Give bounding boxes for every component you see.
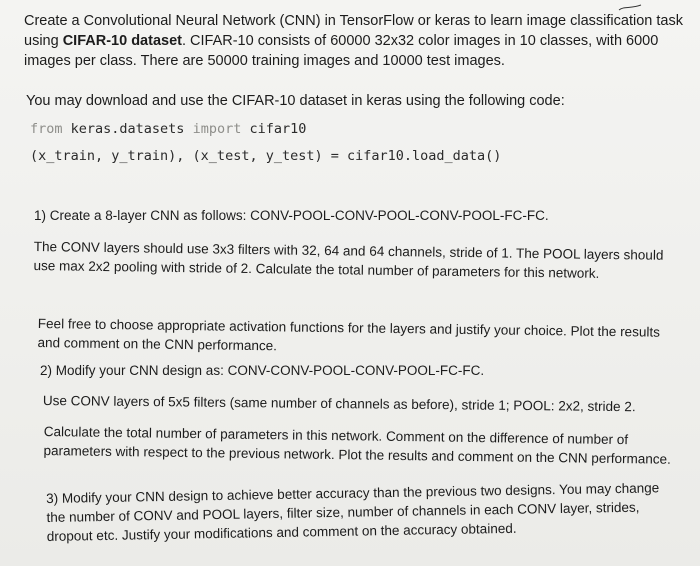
question-1-title: 1) Create a 8-layer CNN as follows: CONV-POOL-CONV-POOL-CONV-POOL-FC-FC. <box>34 208 549 223</box>
question-2-parameters: Calculate the total number of parameters in this network. Comment on the difference of number of parameters with respect to the previous network. Plot the results and comment on the CNN performance. <box>43 423 671 467</box>
download-instructions: You may download and use the CIFAR-10 dataset in keras using the following code: <box>26 93 565 109</box>
code-module: keras.datasets <box>62 121 193 137</box>
intro-paragraph <box>24 11 684 71</box>
intro-text-1: Create a Convolutional Neural Network (CNN) in TensorFlow or keras to learn image classification task using <box>24 13 683 49</box>
code-keyword-from: from <box>30 121 63 137</box>
question-3-text: 3) Modify your CNN design to achieve better accuracy than the previous two designs. You may change the number of CONV and POOL layers, filter size, number of channels in each CONV layer, strides, dropout etc. Justify your modifications and comment on the accuracy obtained. <box>46 480 660 544</box>
question-1-activation: Feel free to choose appropriate activation functions for the layers and justify your choice. Plot the results and comment on the CNN performance. <box>37 315 661 354</box>
code-keyword-import: import <box>192 121 242 137</box>
intro-text-2: . CIFAR-10 consists of 60000 32x32 color images in 10 classes, with 6000 images per class. There are 50000 training images and 10000 test images. <box>24 33 659 69</box>
question-2-details: Use CONV layers of 5x5 filters (same number of channels as before), stride 1; POOL: 2x2, stride 2. <box>42 392 636 415</box>
code-line-import <box>30 121 306 137</box>
code-name: cifar10 <box>241 121 307 137</box>
question-1-details: The CONV layers should use 3x3 filters with 32, 64 and 64 channels, stride of 1. The POOL layers should use max 2x2 pooling with stride of 2. Calculate the total number of parameters for this network. <box>33 238 664 281</box>
intro-bold-dataset: CIFAR-10 dataset <box>62 33 182 49</box>
question-2-title: 2) Modify your CNN design as: CONV-CONV-POOL-CONV-POOL-FC-FC. <box>40 363 485 378</box>
code-line-load-data: (x_train, y_train), (x_test, y_test) = cifar10.load_data() <box>30 148 502 164</box>
